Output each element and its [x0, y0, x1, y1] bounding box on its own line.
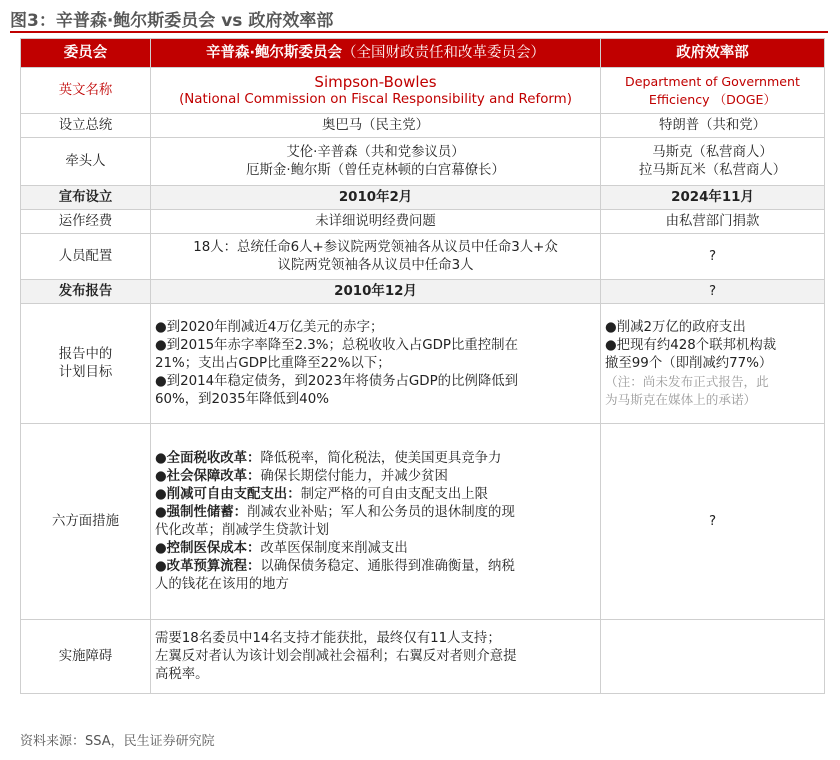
- doge-targets: [601, 304, 825, 424]
- doge-report: ?: [601, 280, 825, 304]
- doge-obstacles: [601, 620, 825, 694]
- sb-targets: [151, 304, 601, 424]
- sb-target-line: ●到2020年削减近4万亿美元的赤字；: [155, 319, 384, 335]
- label-leaders: 牵头人: [21, 138, 151, 186]
- doge-english-name: [601, 68, 825, 114]
- measure-item: ●强制性储蓄：削减农业补贴；军人和公务员的退休制度的现: [155, 504, 515, 520]
- sb-english-name: [151, 68, 601, 114]
- row-measures: [21, 424, 825, 620]
- header-row: [21, 39, 825, 68]
- sb-target-line: ●到2014年稳定债务，到2023年将债务占GDP的比例降低到: [155, 373, 519, 389]
- sb-funding: 未详细说明经费问题: [151, 210, 601, 234]
- header-doge: 政府效率部: [601, 39, 825, 68]
- sb-established: 2010年2月: [151, 186, 601, 210]
- label-english-name: 英文名称: [21, 68, 151, 114]
- sb-obstacles: [151, 620, 601, 694]
- doge-target-line: ●把现有约428个联邦机构裁: [605, 337, 777, 353]
- doge-staff: ?: [601, 234, 825, 280]
- doge-leader-2: 拉马斯瓦米（私营商人）: [638, 162, 787, 178]
- doge-english-line2: Efficiency （DOGE）: [648, 91, 777, 107]
- row-obstacles: [21, 620, 825, 694]
- row-funding: [21, 210, 825, 234]
- label-targets-line1: 报告中的: [58, 346, 113, 362]
- label-staff: 人员配置: [21, 234, 151, 280]
- title-rule: [10, 31, 828, 33]
- sb-staff-line1: 18人：总统任命6人+参议院两党领袖各从议员中任命3人+众: [193, 239, 558, 255]
- obstacle-line: 需要18名委员中14名支持才能获批，最终仅有11人支持；: [155, 630, 501, 646]
- sb-staff-line2: 议院两党领袖各从议员中任命3人: [277, 257, 474, 273]
- sb-measures: [151, 424, 601, 620]
- sb-report: 2010年12月: [151, 280, 601, 304]
- row-report: [21, 280, 825, 304]
- sb-leaders: [151, 138, 601, 186]
- label-measures: 六方面措施: [21, 424, 151, 620]
- row-english-name: [21, 68, 825, 114]
- sb-leader-1: 艾伦·辛普森（共和党参议员）: [286, 144, 465, 160]
- measure-item: ●社会保障改革：确保长期偿付能力，并减少贫困: [155, 468, 448, 484]
- doge-target-line: 撤至99个（即削减约77%）: [605, 355, 773, 371]
- doge-measures: ?: [601, 424, 825, 620]
- label-report: 发布报告: [21, 280, 151, 304]
- row-leaders: [21, 138, 825, 186]
- source-note: 资料来源：SSA，民生证券研究院: [20, 734, 215, 749]
- sb-president: 奥巴马（民主党）: [151, 114, 601, 138]
- row-staff: [21, 234, 825, 280]
- measure-item: ●全面税收改革：降低税率，简化税法，使美国更具竞争力: [155, 450, 502, 466]
- label-president: 设立总统: [21, 114, 151, 138]
- doge-english-line1: Department of Government: [625, 73, 800, 89]
- doge-leader-1: 马斯克（私营商人）: [652, 144, 773, 160]
- label-targets: [21, 304, 151, 424]
- doge-president: 特朗普（共和党）: [601, 114, 825, 138]
- obstacle-line: 左翼反对者认为该计划会削减社会福利；右翼反对者则介意提: [155, 648, 517, 664]
- sb-english-line2: (National Commission on Fiscal Responsibility and Reform): [179, 91, 572, 107]
- label-targets-line2: 计划目标: [58, 364, 113, 380]
- header-committee: 委员会: [21, 39, 151, 68]
- header-simpson-bowles: [151, 39, 601, 68]
- label-funding: 运作经费: [21, 210, 151, 234]
- doge-established: 2024年11月: [601, 186, 825, 210]
- measure-item-cont: 人的钱花在该用的地方: [155, 576, 289, 592]
- sb-target-line: 21%；支出占GDP比重降至22%以下；: [155, 355, 391, 371]
- label-obstacles: 实施障碍: [21, 620, 151, 694]
- measure-item: ●削减可自由支配支出：制定严格的可自由支配支出上限: [155, 486, 489, 502]
- measure-item: ●控制医保成本：改革医保制度来削减支出: [155, 540, 408, 556]
- doge-target-line: ●削减2万亿的政府支出: [605, 319, 746, 335]
- measure-item: ●改革预算流程：以确保债务稳定、通胀得到准确衡量，纳税: [155, 558, 515, 574]
- sb-target-line: 60%，到2035年降低到40%: [155, 391, 329, 407]
- obstacle-line: 高税率。: [155, 666, 209, 682]
- row-president: [21, 114, 825, 138]
- sb-english-line1: Simpson-Bowles: [314, 72, 437, 91]
- sb-leader-2: 厄斯金·鲍尔斯（曾任克林顿的白宫幕僚长）: [246, 162, 505, 178]
- doge-target-note: 为马斯克在媒体上的承诺）: [605, 391, 757, 407]
- doge-target-note: （注：尚未发布正式报告，此: [605, 373, 769, 389]
- comparison-table: [20, 38, 825, 694]
- label-established: 宣布设立: [21, 186, 151, 210]
- row-targets: [21, 304, 825, 424]
- sb-staff: [151, 234, 601, 280]
- doge-funding: 由私营部门捐款: [601, 210, 825, 234]
- figure-title: 图3：辛普森·鲍尔斯委员会 vs 政府效率部: [10, 11, 334, 31]
- sb-target-line: ●到2015年赤字率降至2.3%；总税收收入占GDP比重控制在: [155, 337, 518, 353]
- row-established: [21, 186, 825, 210]
- header-sb-main: 辛普森·鲍尔斯委员会: [205, 45, 342, 61]
- header-sb-sub: （全国财政责任和改革委员会）: [342, 45, 545, 61]
- doge-leaders: [601, 138, 825, 186]
- measure-item-cont: 代化改革；削减学生贷款计划: [155, 522, 330, 538]
